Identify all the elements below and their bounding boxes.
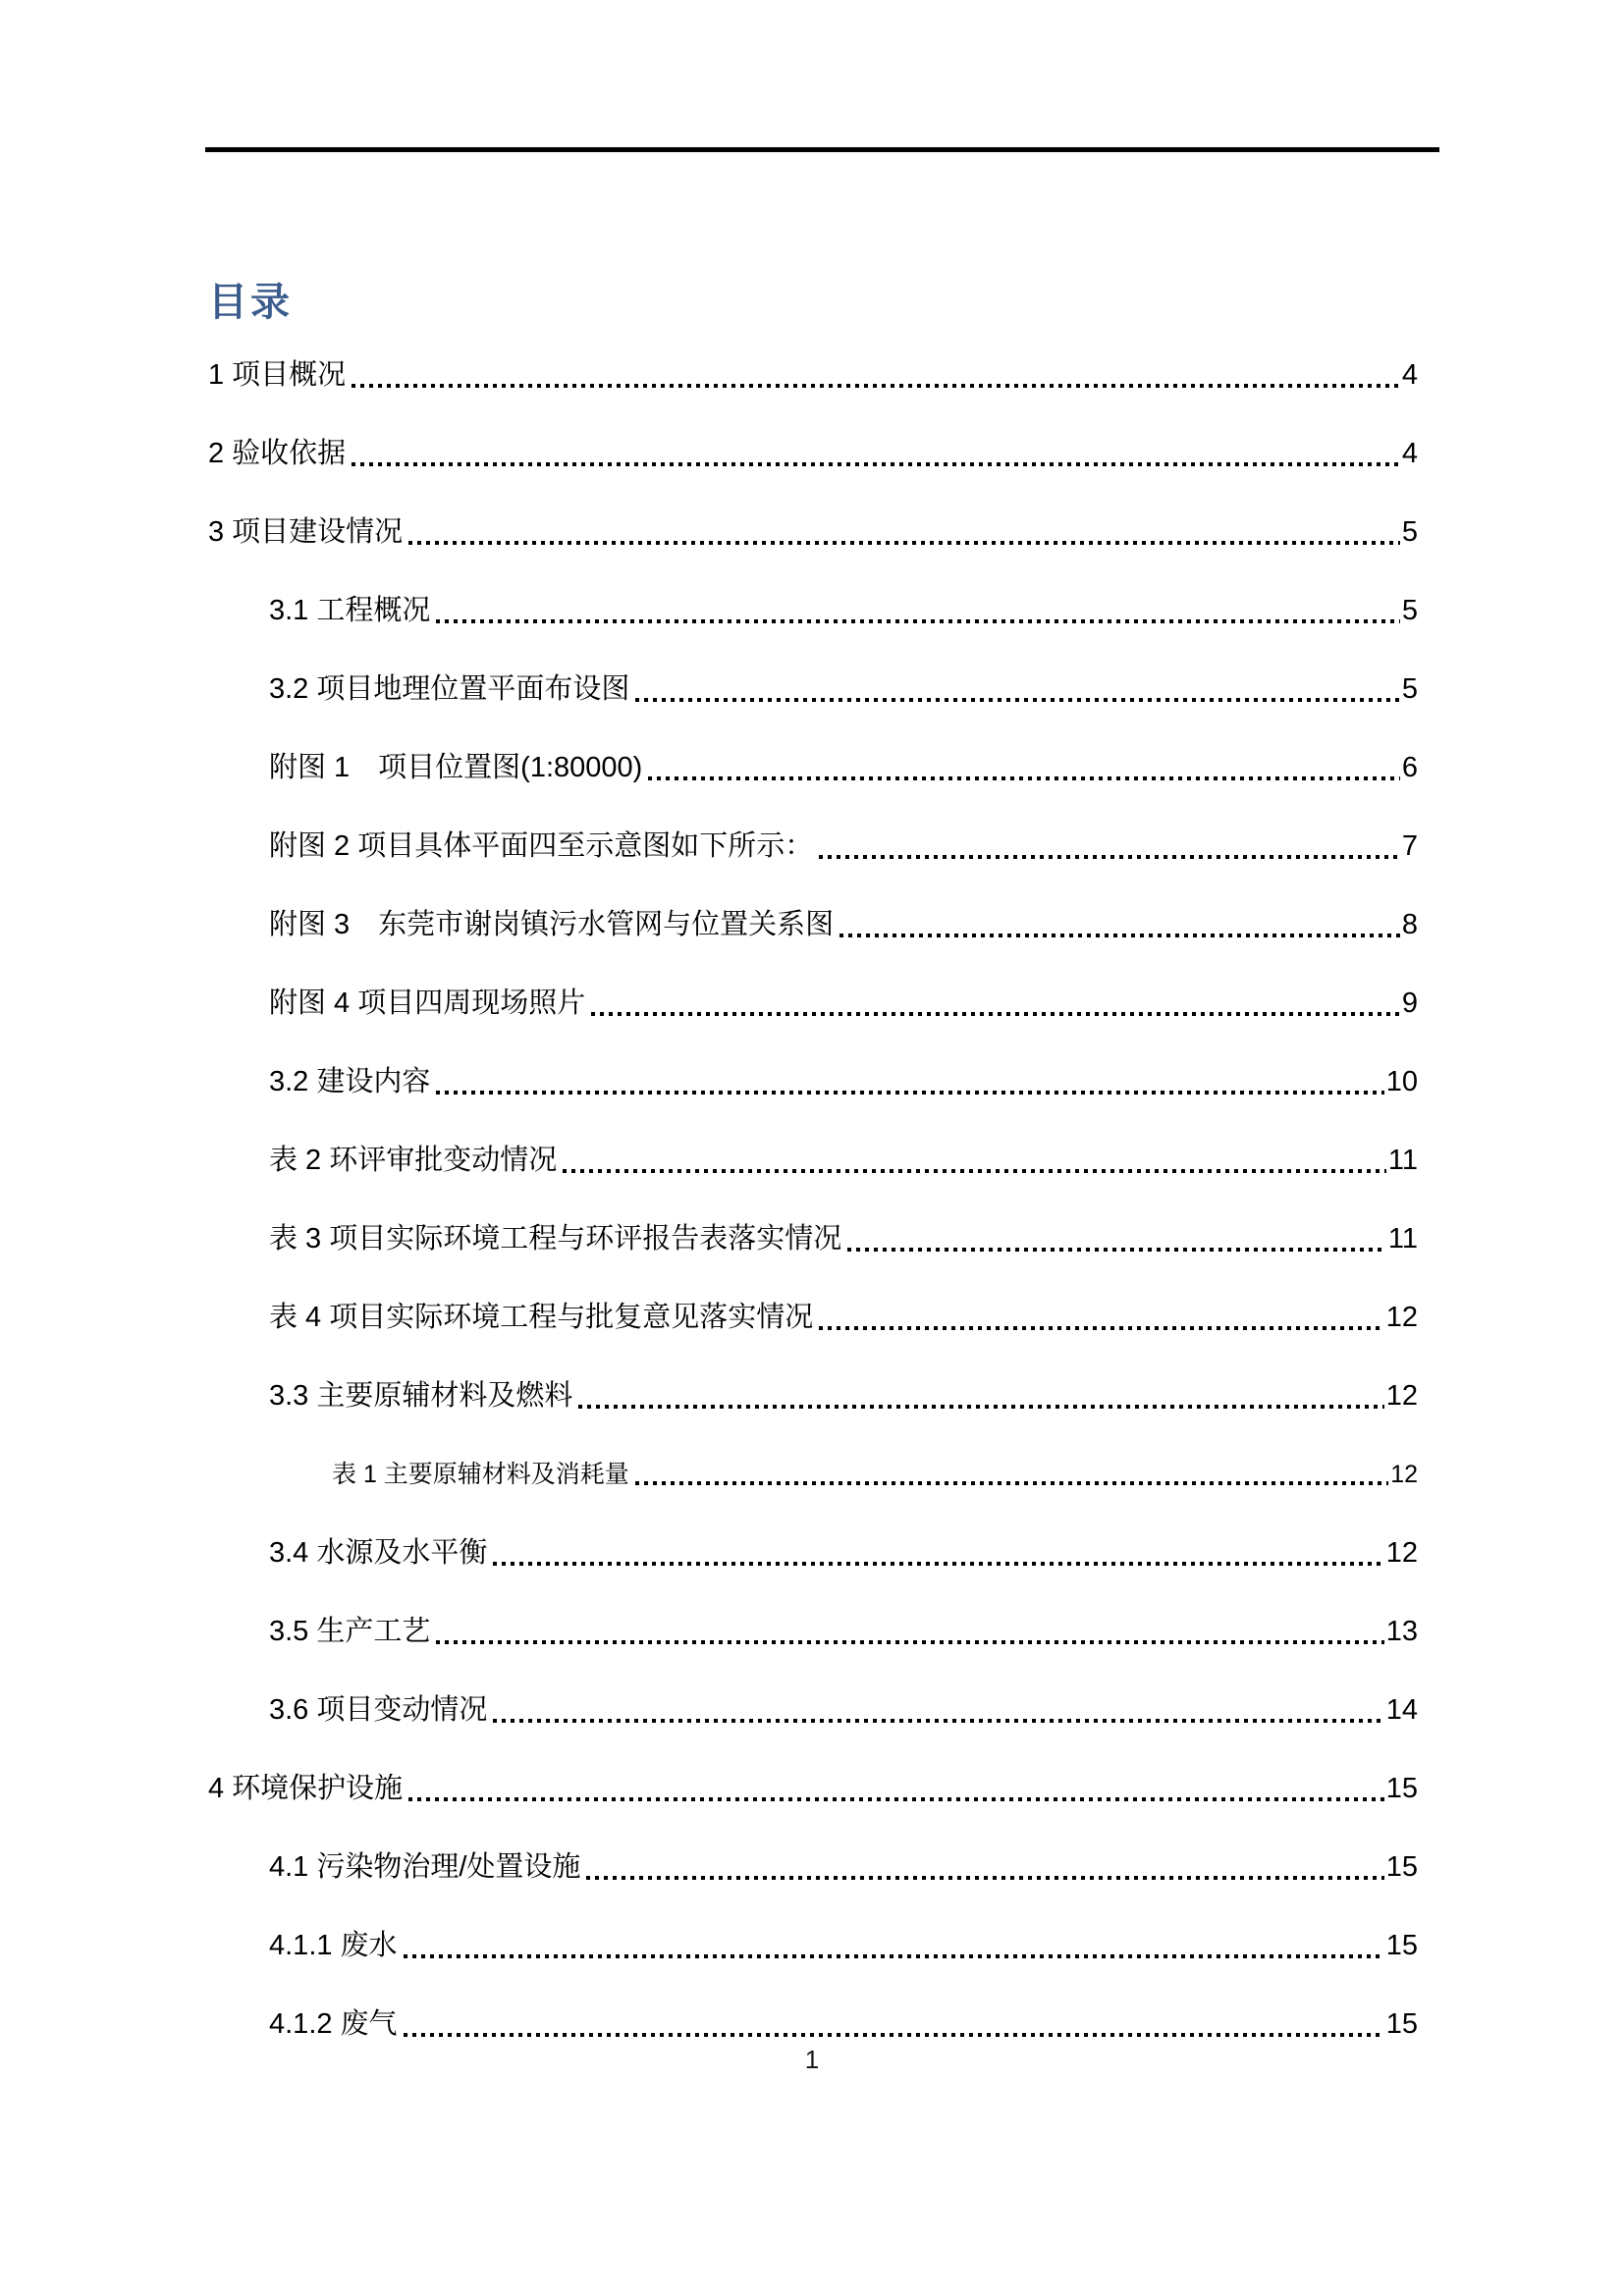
- dot-leader: [352, 462, 1400, 466]
- toc-entry[interactable]: [208, 414, 1418, 493]
- toc-entry-label: 1 项目概况: [208, 358, 347, 391]
- toc-entry-label: 4.1 污染物治理/处置设施: [269, 1850, 581, 1883]
- toc-entry-label: 表 1 主要原辅材料及消耗量: [332, 1460, 629, 1488]
- toc-entry[interactable]: [208, 1592, 1418, 1671]
- toc-entry-page-number: 12: [1390, 1460, 1418, 1488]
- dot-leader: [404, 1954, 1384, 1958]
- toc-entry-label: 4.1.2 废气: [269, 2007, 398, 2040]
- table-of-contents: [208, 278, 1418, 2063]
- toc-entry-page-number: 8: [1401, 908, 1418, 940]
- toc-entry-label: 3.3 主要原辅材料及燃料: [269, 1379, 573, 1412]
- toc-entry-page-number: 10: [1385, 1065, 1418, 1097]
- dot-leader: [408, 541, 1400, 545]
- dot-leader: [408, 1797, 1384, 1801]
- toc-entry[interactable]: [208, 1906, 1418, 1985]
- toc-entry-label: 4.1.1 废水: [269, 1929, 398, 1961]
- toc-entry-page-number: 12: [1385, 1379, 1418, 1412]
- dot-leader: [819, 855, 1400, 859]
- toc-entry[interactable]: [208, 493, 1418, 571]
- dot-leader: [352, 384, 1400, 388]
- toc-entry-label: 表 4 项目实际环境工程与批复意见落实情况: [269, 1301, 814, 1333]
- toc-entry[interactable]: [208, 571, 1418, 650]
- toc-entry-page-number: 5: [1401, 594, 1418, 626]
- toc-entry[interactable]: [208, 1042, 1418, 1121]
- toc-entry[interactable]: [208, 336, 1418, 414]
- footer-page-number: 1: [804, 2045, 820, 2074]
- toc-entry-page-number: 12: [1385, 1536, 1418, 1569]
- toc-entry-page-number: 12: [1385, 1301, 1418, 1333]
- dot-leader: [493, 1562, 1383, 1566]
- header-divider-line: [205, 147, 1439, 152]
- dot-leader: [404, 2033, 1384, 2037]
- toc-list: [208, 336, 1418, 2063]
- toc-entry-label: 2 验收依据: [208, 437, 347, 469]
- toc-entry-page-number: 4: [1401, 437, 1418, 469]
- toc-entry-label: 附图 3 东莞市谢岗镇污水管网与位置关系图: [269, 908, 835, 940]
- toc-entry-page-number: 15: [1385, 1929, 1418, 1961]
- toc-entry-label: 3.4 水源及水平衡: [269, 1536, 488, 1569]
- toc-entry-label: 表 3 项目实际环境工程与环评报告表落实情况: [269, 1222, 842, 1255]
- dot-leader: [591, 1012, 1400, 1016]
- toc-entry-label: 3.2 项目地理位置平面布设图: [269, 672, 630, 705]
- toc-entry[interactable]: [208, 1200, 1418, 1278]
- toc-entry[interactable]: [208, 1671, 1418, 1749]
- toc-entry-label: 4 环境保护设施: [208, 1772, 404, 1804]
- toc-entry-label: 附图 4 项目四周现场照片: [269, 987, 586, 1019]
- toc-entry-page-number: 7: [1401, 829, 1418, 862]
- dot-leader: [436, 1091, 1383, 1095]
- toc-entry[interactable]: [208, 964, 1418, 1042]
- toc-entry-label: 附图 2 项目具体平面四至示意图如下所示：: [269, 829, 814, 862]
- dot-leader: [493, 1719, 1383, 1723]
- toc-entry-label: 3.1 工程概况: [269, 594, 431, 626]
- toc-entry-page-number: 13: [1385, 1615, 1418, 1647]
- toc-entry-label: 3.6 项目变动情况: [269, 1693, 488, 1726]
- toc-entry-page-number: 15: [1385, 1772, 1418, 1804]
- dot-leader: [436, 1640, 1383, 1644]
- dot-leader: [839, 934, 1400, 937]
- toc-entry-label: 3 项目建设情况: [208, 515, 404, 548]
- toc-entry-page-number: 5: [1401, 515, 1418, 548]
- dot-leader: [578, 1405, 1383, 1409]
- toc-title: 目录: [208, 281, 293, 324]
- toc-entry[interactable]: [208, 885, 1418, 964]
- toc-entry-page-number: 11: [1387, 1222, 1418, 1255]
- dot-leader: [648, 776, 1400, 780]
- dot-leader: [586, 1876, 1383, 1880]
- toc-entry[interactable]: [208, 1278, 1418, 1357]
- toc-entry-page-number: 11: [1387, 1144, 1418, 1176]
- toc-entry[interactable]: [208, 1828, 1418, 1906]
- toc-entry-page-number: 15: [1385, 2007, 1418, 2040]
- dot-leader: [635, 698, 1399, 702]
- toc-entry-page-number: 4: [1401, 358, 1418, 391]
- toc-entry-page-number: 9: [1401, 987, 1418, 1019]
- toc-entry-label: 3.2 建设内容: [269, 1065, 431, 1097]
- toc-entry-page-number: 5: [1401, 672, 1418, 705]
- toc-entry-label: 3.5 生产工艺: [269, 1615, 431, 1647]
- toc-entry[interactable]: [208, 1357, 1418, 1435]
- toc-entry-page-number: 14: [1385, 1693, 1418, 1726]
- dot-leader: [847, 1248, 1386, 1252]
- toc-entry[interactable]: [208, 1435, 1418, 1514]
- toc-entry[interactable]: [208, 1514, 1418, 1592]
- toc-entry-page-number: 6: [1401, 751, 1418, 783]
- toc-entry-label: 表 2 环评审批变动情况: [269, 1144, 558, 1176]
- toc-entry[interactable]: [208, 1749, 1418, 1828]
- toc-entry[interactable]: [208, 1121, 1418, 1200]
- toc-entry[interactable]: [208, 650, 1418, 728]
- toc-entry-label: 附图 1 项目位置图(1:80000): [269, 751, 643, 783]
- dot-leader: [436, 619, 1399, 623]
- toc-entry[interactable]: [208, 728, 1418, 807]
- dot-leader: [635, 1481, 1388, 1485]
- toc-entry-page-number: 15: [1385, 1850, 1418, 1883]
- dot-leader: [563, 1169, 1386, 1173]
- dot-leader: [819, 1326, 1383, 1330]
- toc-entry[interactable]: [208, 807, 1418, 885]
